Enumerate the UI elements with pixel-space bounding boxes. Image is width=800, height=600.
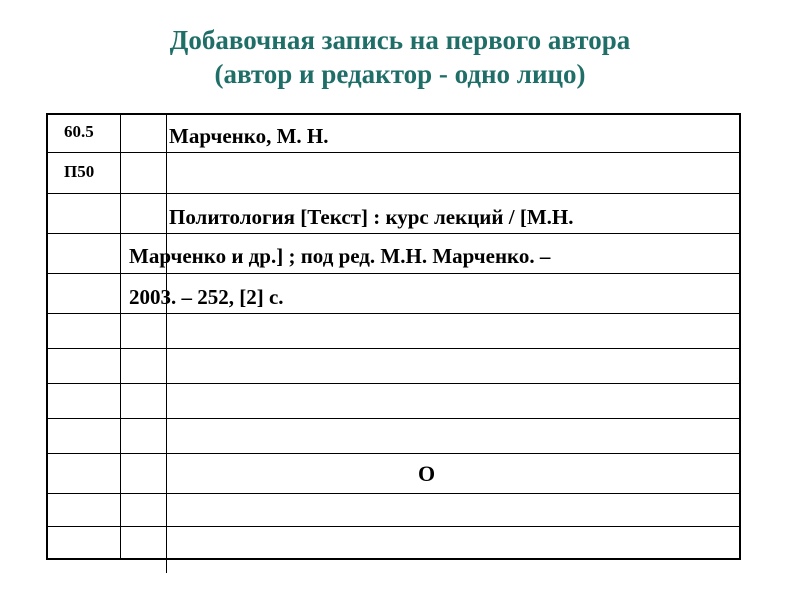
card-rule: [47, 273, 740, 274]
description-line: 2003. – 252, [2] с.: [129, 285, 284, 309]
card-rule: [47, 526, 740, 527]
author-mark: П50: [64, 162, 95, 181]
card-rule: [47, 152, 740, 153]
card-column-rule: [166, 114, 167, 573]
card-hole-mark: О: [418, 461, 436, 486]
card-rule: [47, 193, 740, 194]
slide-title-line-2: (автор и редактор - одно лицо): [214, 59, 586, 89]
description-line: Марченко и др.] ; под ред. М.Н. Марченко. –: [129, 244, 551, 268]
card-rule: [47, 383, 740, 384]
card-rule: [47, 418, 740, 419]
card-rule: [47, 453, 740, 454]
classification-index: 60.5: [64, 122, 94, 141]
card-rule: [47, 493, 740, 494]
slide-title-line-1: Добавочная запись на первого автора: [169, 25, 631, 55]
card-rule: [47, 348, 740, 349]
card-column-rule: [120, 114, 121, 559]
card-rule: [47, 233, 740, 234]
card-heading: Марченко, М. Н.: [169, 124, 329, 148]
description-line: Политология [Текст] : курс лекций / [М.Н.: [169, 205, 574, 229]
card-rule: [47, 313, 740, 314]
